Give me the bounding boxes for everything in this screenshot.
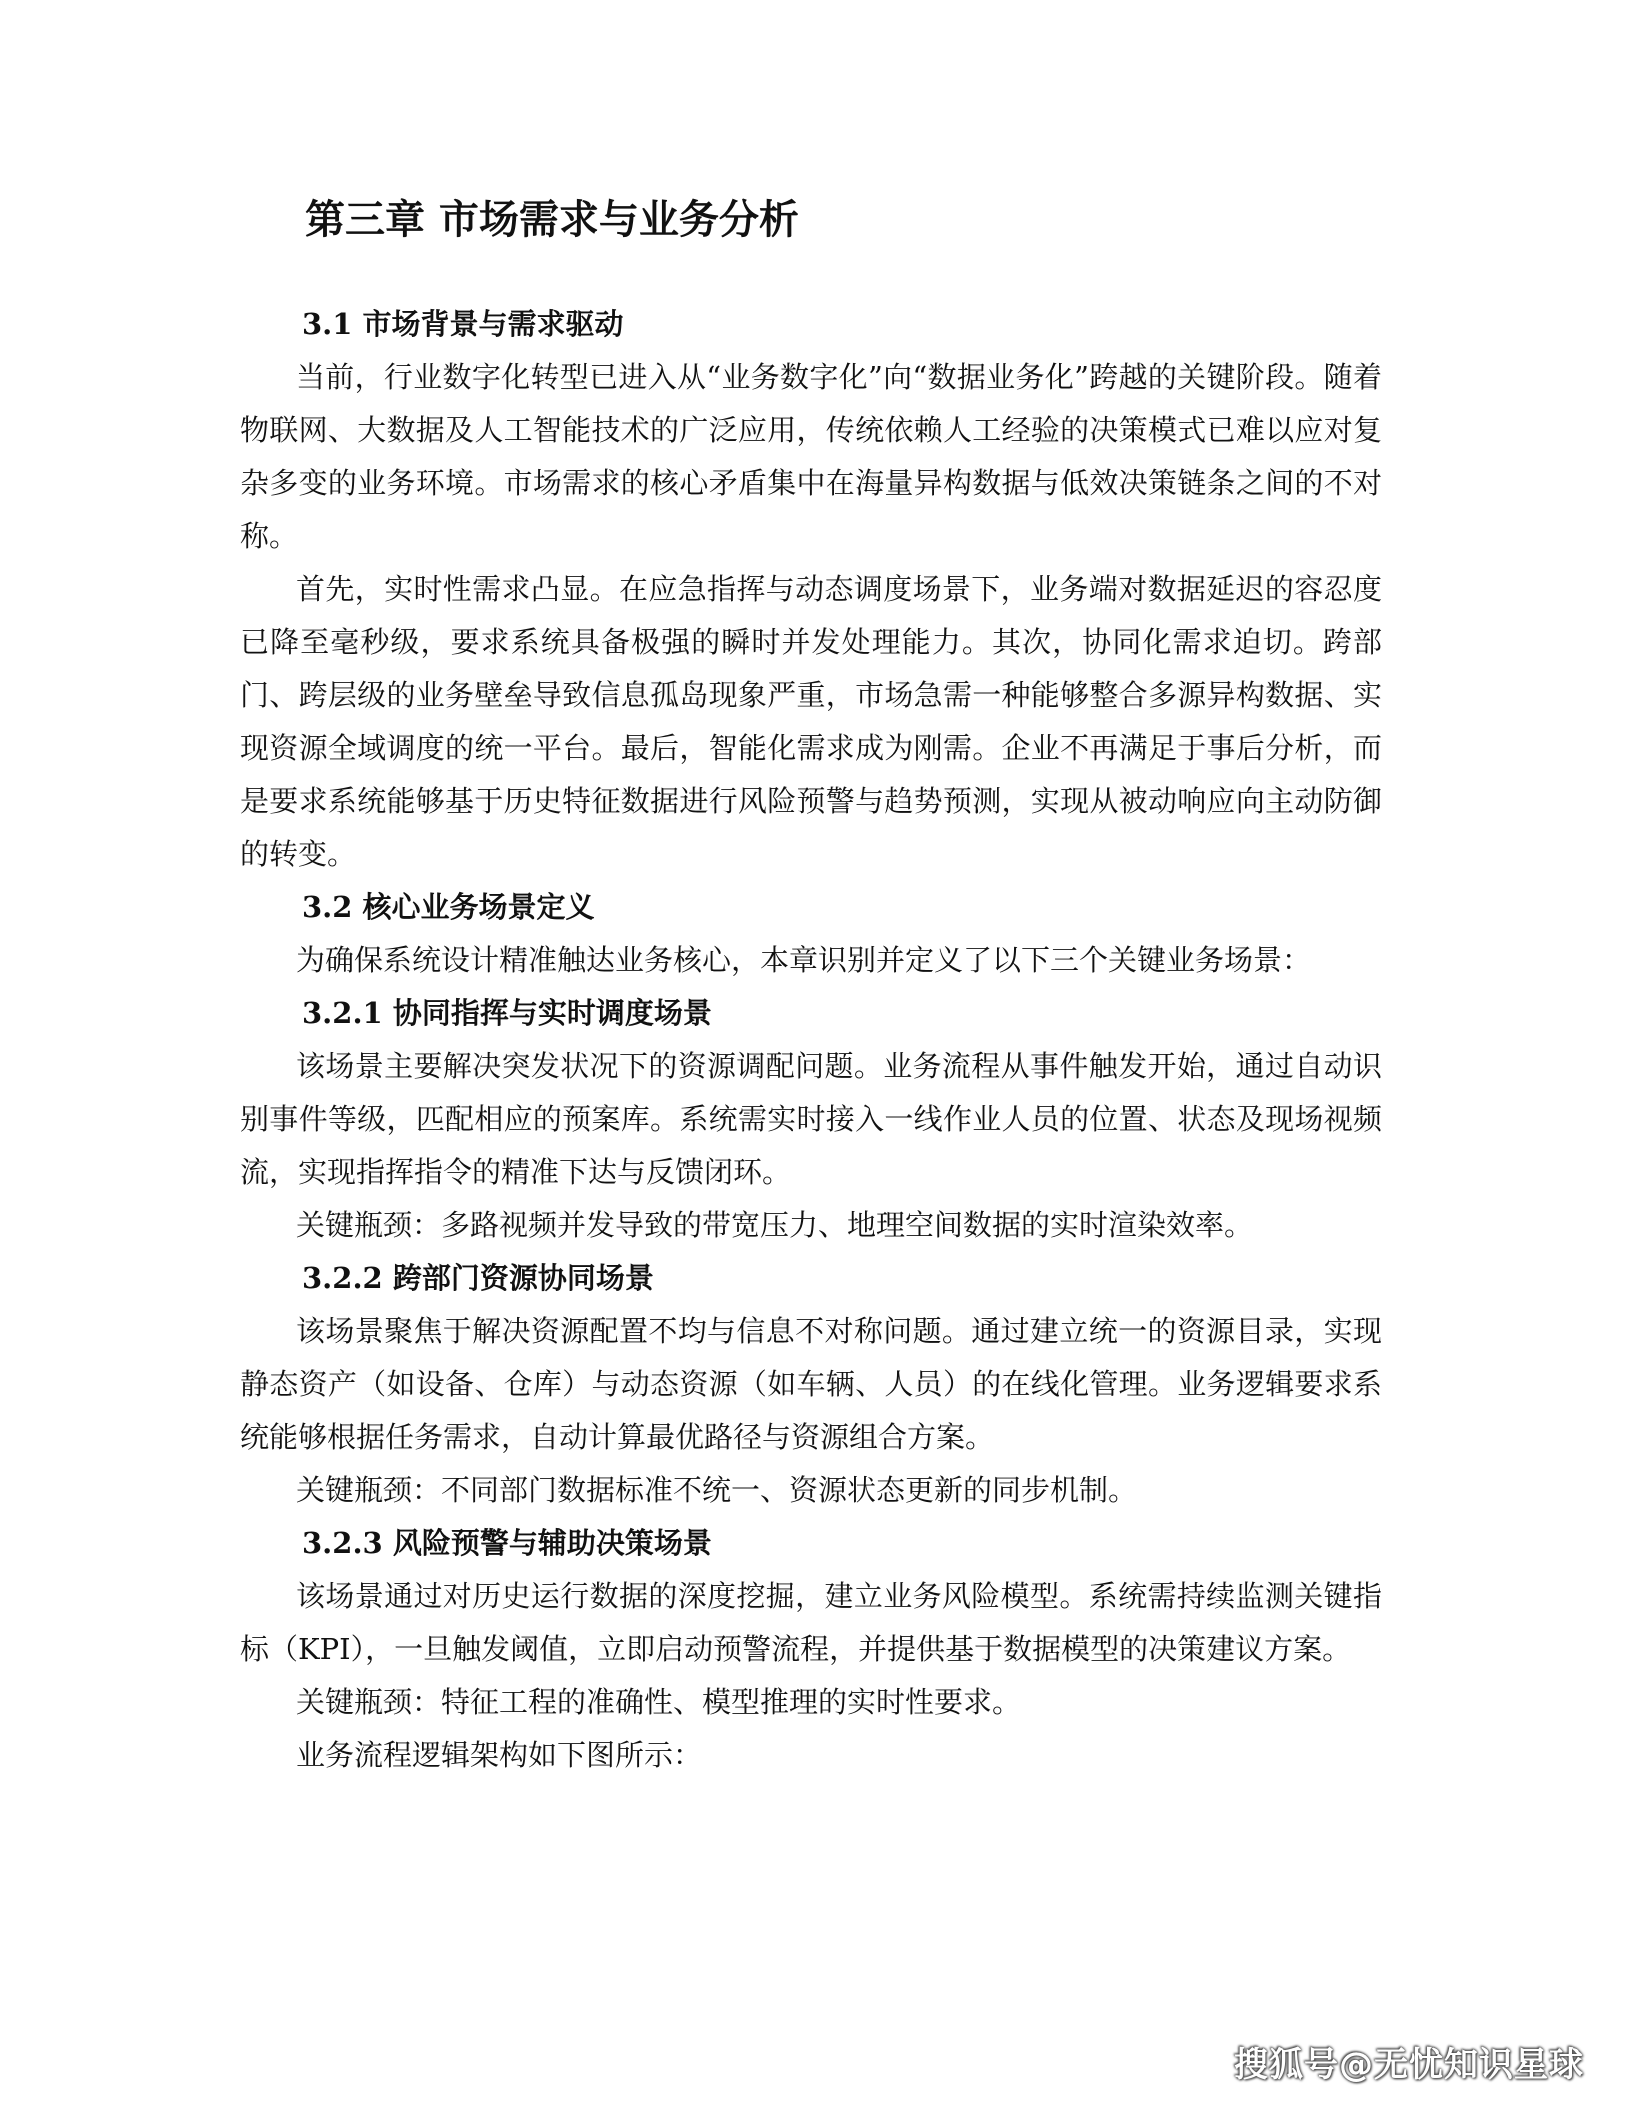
paragraph: 当前，行业数字化转型已进入从“业务数字化”向“数据业务化”跨越的关键阶段。随着物联网、大数据及人工智能技术的广泛应用，传统依赖人工经验的决策模式已难以应对复杂多变的业务环境。市场需求的核心矛盾集中在海量异构数据与低效决策链条之间的不对称。 [240,360,1382,553]
section-heading-3-2-2: 3.2.2 跨部门资源协同场景 [302,1261,654,1295]
paragraph: 关键瓶颈：特征工程的准确性、模型推理的实时性要求。 [296,1685,1022,1719]
section-heading-3-1: 3.1 市场背景与需求驱动 [302,307,624,341]
paragraph: 为确保系统设计精准触达业务核心，本章识别并定义了以下三个关键业务场景： [296,943,1312,977]
paragraph: 该场景通过对历史运行数据的深度挖掘，建立业务风险模型。系统需持续监测关键指标（KPI），一旦触发阈值，立即启动预警流程，并提供基于数据模型的决策建议方案。 [240,1579,1382,1666]
paragraph: 首先，实时性需求凸显。在应急指挥与动态调度场景下，业务端对数据延迟的容忍度已降至毫秒级，要求系统具备极强的瞬时并发处理能力。其次，协同化需求迫切。跨部门、跨层级的业务壁垒导致信息孤岛现象严重，市场急需一种能够整合多源异构数据、实现资源全域调度的统一平台。最后，智能化需求成为刚需。企业不再满足于事后分析，而是要求系统能够基于历史特征数据进行风险预警与趋势预测，实现从被动响应向主动防御的转变。 [240,572,1382,871]
section-heading-3-2-3: 3.2.3 风险预警与辅助决策场景 [302,1526,712,1560]
paragraph: 关键瓶颈：多路视频并发导致的带宽压力、地理空间数据的实时渲染效率。 [296,1208,1254,1242]
section-heading-3-2: 3.2 核心业务场景定义 [302,890,595,924]
section-heading-3-2-1: 3.2.1 协同指挥与实时调度场景 [302,996,712,1030]
paragraph: 该场景聚焦于解决资源配置不均与信息不对称问题。通过建立统一的资源目录，实现静态资产（如设备、仓库）与动态资源（如车辆、人员）的在线化管理。业务逻辑要求系统能够根据任务需求，自动计算最优路径与资源组合方案。 [240,1314,1382,1454]
document-body [240,298,1382,1782]
paragraph: 该场景主要解决突发状况下的资源调配问题。业务流程从事件触发开始，通过自动识别事件等级，匹配相应的预案库。系统需实时接入一线作业人员的位置、状态及现场视频流，实现指挥指令的精准下达与反馈闭环。 [240,1049,1382,1189]
watermark: 搜狐号@无忧知识星球 [1234,2045,1584,2085]
paragraph: 关键瓶颈：不同部门数据标准不统一、资源状态更新的同步机制。 [296,1473,1138,1507]
chapter-title: 第三章 市场需求与业务分析 [305,197,799,243]
paragraph: 业务流程逻辑架构如下图所示： [296,1738,703,1772]
